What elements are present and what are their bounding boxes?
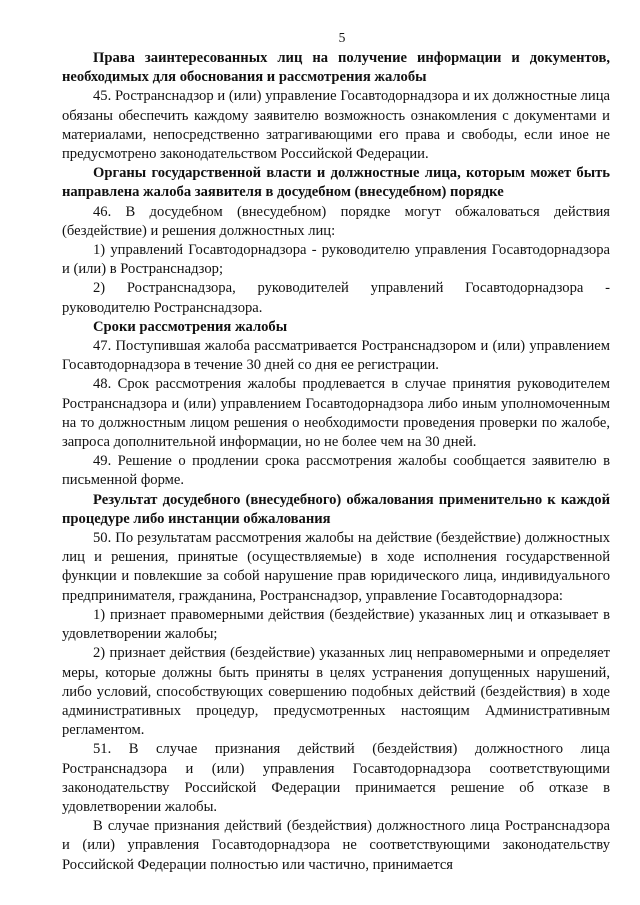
paragraph-50-item-2: 2) признает действия (бездействие) указанных лиц неправомерными и определяет меры, которые должны быть приняты в целях устранения допущенных нарушений, либо условий, способствующих совершению подобных действий (бездействия) в ходе административных процедур, предусмотренных настоящим Административным регламентом. [62,645,610,739]
section-heading-rights: Права заинтересованных лиц на получение информации и документов, необходимых для обоснования и рассмотрения жалобы [62,50,610,86]
paragraph-46-item-1: 1) управлений Госавтодорнадзора - руководителю управления Госавтодорнадзора и (или) в Ространснадзор; [62,242,610,278]
paragraph-50-item-1: 1) признает правомерными действия (бездействие) указанных лиц и отказывает в удовлетворении жалобы; [62,606,610,643]
section-heading-result: Результат досудебного (внесудебного) обжалования применительно к каждой процедуре либо инстанции обжалования [62,491,610,527]
page-number: 5 [338,30,346,45]
section-heading-authorities: Органы государственной власти и должностные лица, которым может быть направлена жалоба заявителя в досудебном (внесудебном) порядке [62,165,610,201]
paragraph-48: 48. Срок рассмотрения жалобы продлевается в случае принятия руководителем Ространснадзора и (или) управлением Госавтодорнадзора либо иным уполномоченным на то должностным лицом решения о необходимости проведения проверки по жалобе, запроса дополнительной информации, но не более чем на 30 дней. [62,376,610,451]
paragraph-49: 49. Решение о продлении срока рассмотрения жалобы сообщается заявителю в письменной форме. [62,453,610,489]
paragraph-47: 47. Поступившая жалоба рассматривается Ространснадзором и (или) управлением Госавтодорнадзора в течение 30 дней со дня ее регистрации. [62,338,610,374]
section-heading-terms: Сроки рассмотрения жалобы [93,318,288,335]
paragraph-50: 50. По результатам рассмотрения жалобы на действие (бездействие) должностных лиц и решения, принятые (осуществляемые) в ходе исполнения государственной функции и повлекшие за собой нарушение прав юридического лица, индивидуального предпринимателя, гражданина, Ространснадзор, управление Госавтодорнадзора: [62,530,610,604]
paragraph-46: 46. В досудебном (внесудебном) порядке могут обжаловаться действия (бездействие) и решения должностных лиц: [62,203,610,239]
paragraph-51-continued: В случае признания действий (бездействия) должностного лица Ространснадзора и (или) управления Госавтодорнадзора не соответствующими законодательству Российской Федерации полностью или частично, принимается [62,818,610,873]
paragraph-45: 45. Ространснадзор и (или) управление Госавтодорнадзора и их должностные лица обязаны обеспечить каждому заявителю возможность ознакомления с документами и материалами, непосредственно затрагивающими его права и свободы, если иное не предусмотрено законодательством Российской Федерации. [62,88,610,163]
document-page [62,30,610,875]
paragraph-46-item-2: 2) Ространснадзора, руководителей управлений Госавтодорнадзора - руководителю Ространснадзора. [62,280,610,316]
paragraph-51: 51. В случае признания действий (бездействия) должностного лица Ространснадзора и (или) управления Госавтодорнадзора соответствующими законодательству Российской Федерации принимается решение об отказе в удовлетворении жалобы. [62,741,610,815]
